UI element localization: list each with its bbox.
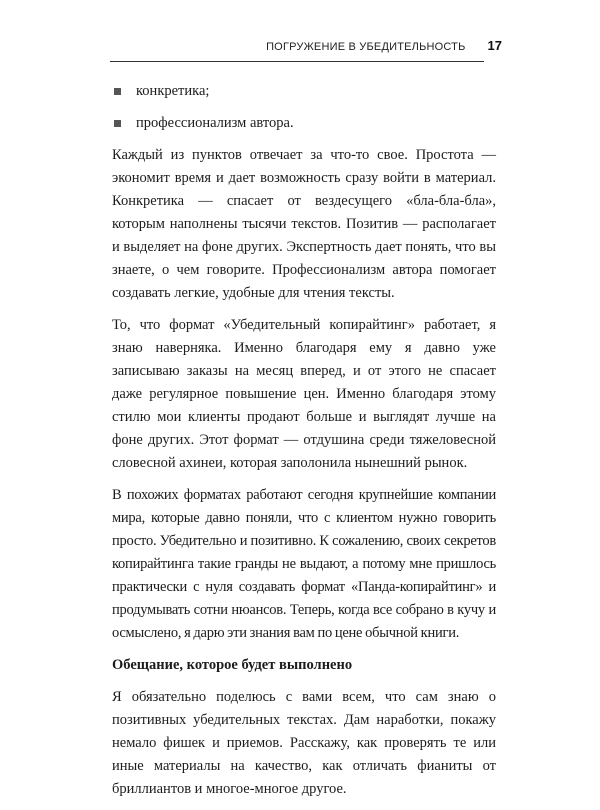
paragraph: Каждый из пунктов отвечает за что-то свое. Простота — экономит время и дает возможность сразу войти в материал. Конкретика — спасает от вездесущего «бла-бла-бла», которым наполнены тысячи текстов. Позитив — располагает и выделяет на фоне других. Экспертность дает понять, что вы знаете, о чем говорите. Профессионализм автора помогает создавать легкие, удобные для чтения тексты. — [112, 147, 496, 301]
bullet-item — [112, 112, 496, 135]
section-heading: Обещание, которое будет выполнено — [112, 657, 353, 673]
bullet-item — [112, 80, 496, 103]
bullet-text: конкретика; — [136, 83, 210, 99]
header-rule — [110, 61, 484, 62]
square-bullet-icon — [114, 88, 121, 95]
running-title: ПОГРУЖЕНИЕ В УБЕДИТЕЛЬНОСТЬ — [266, 41, 466, 53]
paragraph: В похожих форматах работают сегодня крупнейшие компании мира, которые давно поняли, что с клиентом нужно говорить просто. Убедительно и позитивно. К сожалению, своих секретов копирайтинга такие гранды не выдают, а потому мне пришлось практически с нуля создавать формат «Панда-копирайтинг» и продумывать сотни нюансов. Теперь, когда все собрано в кучу и осмыслено, я дарю эти знания вам по цене обычной книги. — [112, 487, 496, 641]
bullet-text: профессионализм автора. — [136, 115, 294, 131]
page-header — [110, 38, 502, 53]
page-body — [112, 80, 496, 810]
page-number: 17 — [487, 38, 502, 53]
paragraph: То, что формат «Убедительный копирайтинг» работает, я знаю наверняка. Именно благодаря ему я давно уже записываю заказы на месяц вперед, и от этого не спасает даже регулярное повышение цен. Именно благодаря этому стилю мои клиенты продают больше и выглядят лучше на фоне других. Этот формат — отдушина среди тяжеловесной словесной ахинеи, которая заполонила нынешний рынок. — [112, 317, 496, 471]
bullet-list — [112, 80, 496, 135]
section-paragraph: Я обязательно поделюсь с вами всем, что сам знаю о позитивных убедительных текстах. Дам наработки, покажу немало фишек и приемов. Расскажу, как проверять те или иные материалы на качество, как отличать фианиты от бриллиантов и многое-многое другое. — [112, 689, 496, 797]
square-bullet-icon — [114, 120, 121, 127]
